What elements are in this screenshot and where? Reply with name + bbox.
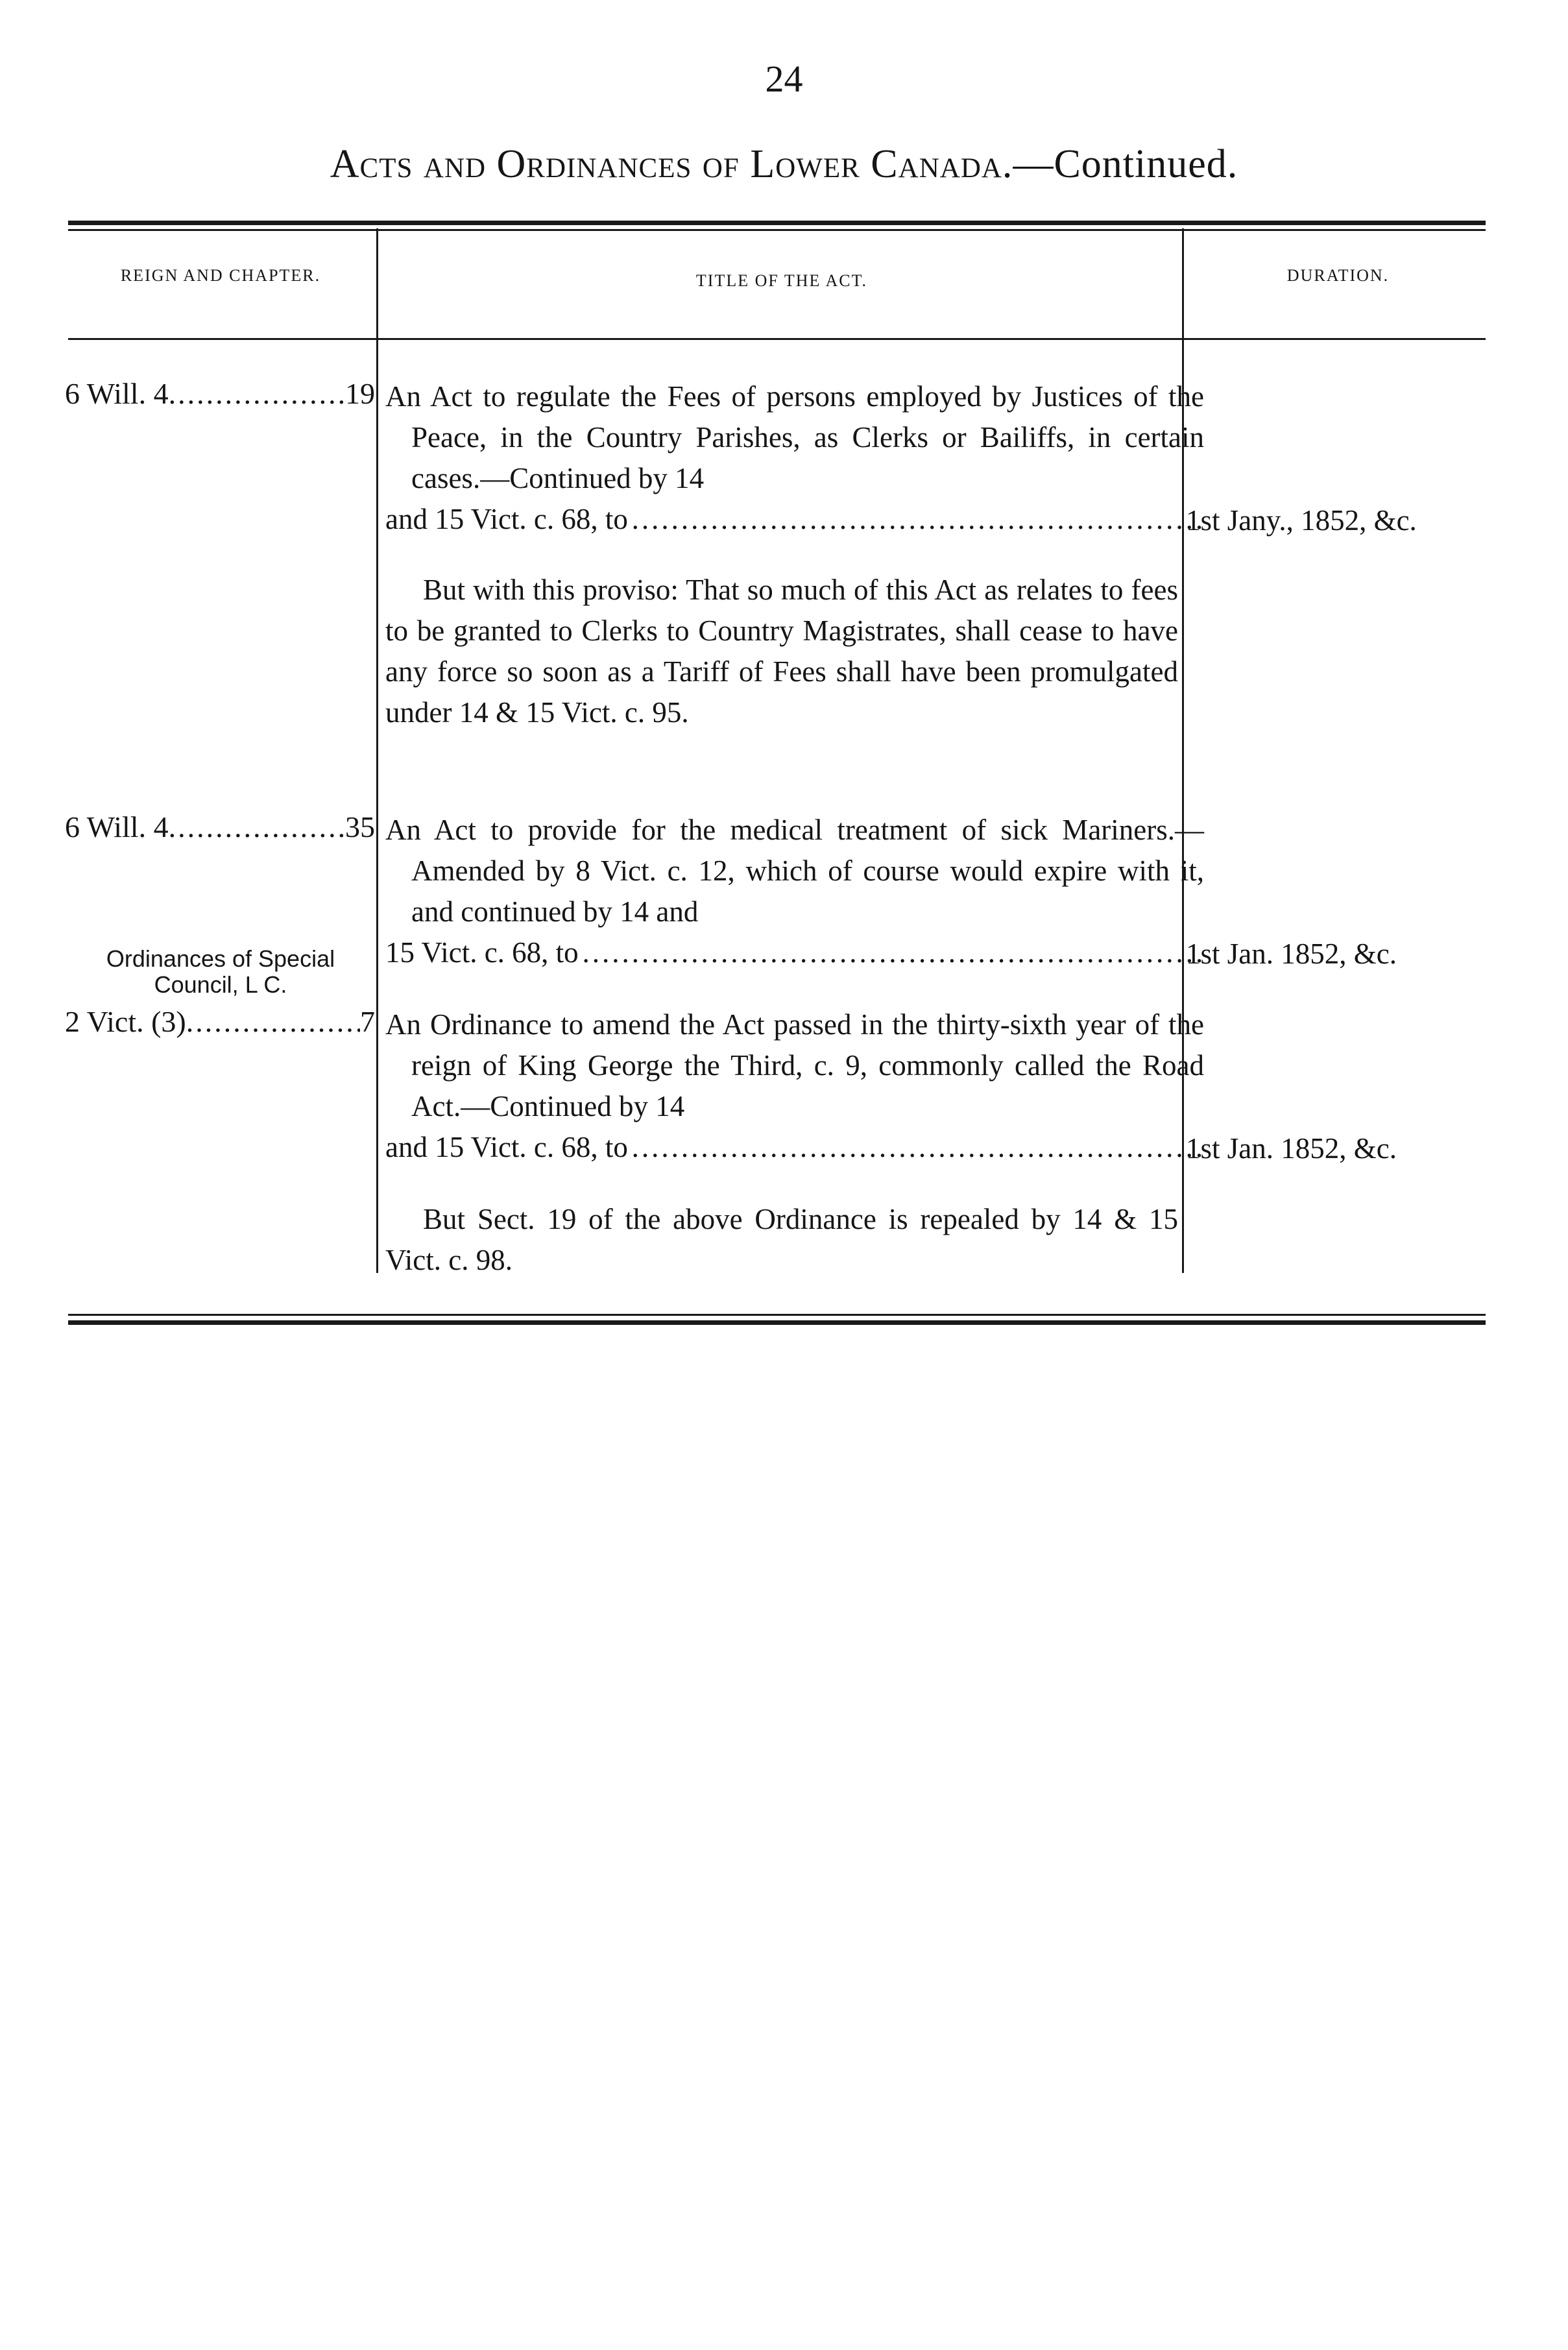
act-title-2-last-text: 15 Vict. c. 68, to (385, 936, 579, 969)
act-title-1 (385, 376, 1204, 540)
bottom-rule-thin (68, 1314, 1486, 1316)
proviso-1: But with this proviso: That so much of this Act as relates to fees to be granted to Clerks to Country Magistrates, shall cease to have any force so soon as a Tariff of Fees shall have been promulgated under 14 & 15 Vict. c. 95. (385, 574, 1178, 729)
leader-dots (628, 1127, 1204, 1168)
reign-chapter-2 (65, 810, 375, 844)
duration-2: 1st Jan. 1852, &c. (1186, 938, 1397, 970)
page-title-text: Acts and Ordinances of Lower Canada. (330, 142, 1013, 186)
act-title-3-last-text: and 15 Vict. c. 68, to (385, 1131, 628, 1163)
act-title-3 (385, 1004, 1204, 1168)
reign-chapter-1 (65, 376, 375, 411)
duration-1: 1st Jany., 1852, &c. (1186, 504, 1417, 537)
column-divider-left (376, 228, 378, 1273)
header-rule (68, 338, 1486, 340)
bottom-rule-thick (68, 1320, 1486, 1325)
leader-dots (628, 499, 1204, 540)
reign-chapter-3 (65, 1004, 375, 1039)
duration-3: 1st Jan. 1852, &c. (1186, 1132, 1397, 1165)
act-title-3-text: An Ordinance to amend the Act passed in the thirty-sixth year of the reign of King George the Third, c. 9, commonly called the Road Act.—Continued by 14 (385, 1008, 1204, 1122)
reign-2: 6 Will. 4 (65, 810, 169, 843)
chapter-2: 35 (345, 810, 375, 843)
page-number: 24 (765, 58, 803, 100)
chapter-1: 19 (345, 377, 375, 410)
act-title-1-text: An Act to regulate the Fees of persons employed by Justices of the Peace, in the Country Parishes, as Clerks or Bailiffs, in certain cases.—Continued by 14 (385, 380, 1204, 494)
column-header-duration: DURATION. (1286, 266, 1390, 285)
page-title-suffix: —Continued. (1013, 142, 1238, 186)
act-title-2-last (385, 932, 1204, 973)
reign-3: 2 Vict. (3) (65, 1005, 186, 1038)
chapter-3: 7 (360, 1005, 375, 1038)
leader-dots (169, 810, 345, 844)
top-rule-thin (68, 229, 1486, 231)
act-title-3-last (385, 1127, 1204, 1168)
top-rule-thick (68, 221, 1486, 225)
leader-dots (169, 376, 345, 411)
column-header-title: TITLE OF THE ACT. (695, 271, 868, 290)
leader-dots (186, 1004, 360, 1039)
leader-dots (579, 932, 1204, 973)
reign-1: 6 Will. 4 (65, 377, 169, 410)
dotted-divider (367, 1712, 1035, 1715)
proviso-3: But Sect. 19 of the above Ordinance is repealed by 14 & 15 Vict. c. 98. (385, 1203, 1178, 1276)
act-title-2 (385, 810, 1204, 973)
act-title-1-last-text: and 15 Vict. c. 68, to (385, 503, 628, 535)
column-header-reign: REIGN AND CHAPTER. (120, 266, 321, 285)
act-title-2-text: An Act to provide for the medical treatment of sick Mariners.—Amended by 8 Vict. c. 12, which of course would expire with it, and continued by 14 and (385, 814, 1204, 928)
subheading-ordinances: Ordinances of Special Council, L C. (106, 945, 335, 998)
act-title-1-last (385, 499, 1204, 540)
page-title (0, 141, 1568, 188)
